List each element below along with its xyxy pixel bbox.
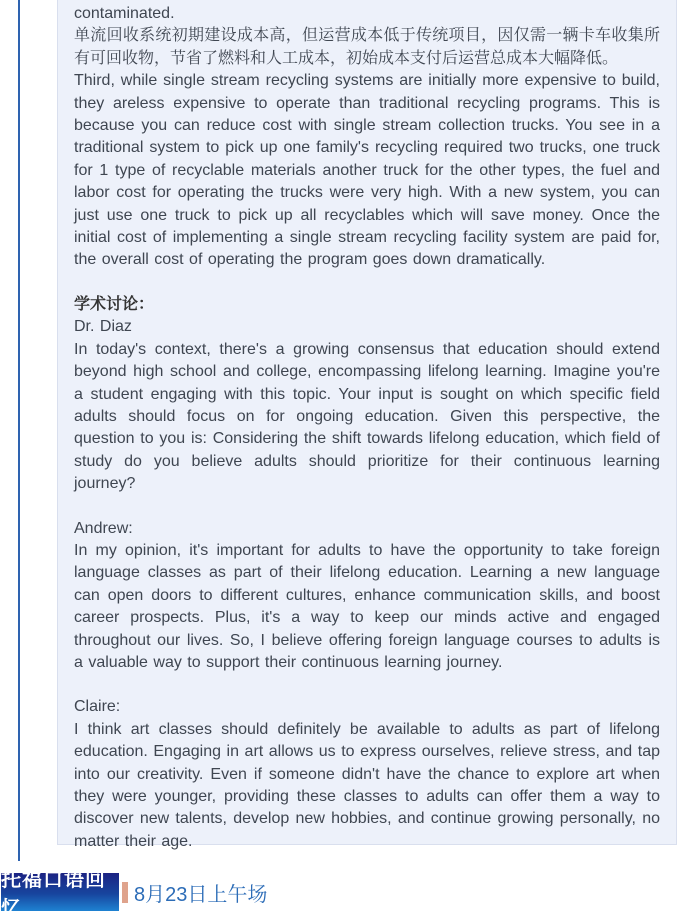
chinese-summary: 单流回收系统初期建设成本高，但运营成本低于传统项目，因仅需一辆卡车收集所有可回收物，节省了燃料和人工成本，初始成本支付后运营总成本大幅降低。	[74, 27, 660, 67]
professor-name: Dr. Diaz	[74, 318, 132, 336]
speaking-recall-badge: 托福口语回忆	[1, 873, 119, 911]
student-andrew-response: In my opinion, it's important for adults to have the opportunity to take foreign language classes as part of their lifelong education. Learning a new language can open doors to different cultures, enhance communication skills, and boost career prospects. Plus, it's a way to keep our minds active and engaged throughout our lives. So, I believe offering foreign language courses to adults is a valuable way to support their continuous learning journey.	[74, 541, 660, 671]
session-marker-bar	[122, 882, 128, 903]
lecture-point-three: Third, while single stream recycling systems are initially more expensive to build, they areless expensive to operate than traditional recycling programs. This is because you can reduce cost with single stream collection trucks. You see in a traditional system to pick up one family's recycling required two trucks, one truck for 1 type of recyclable materials another truck for the other types, the fuel and labor cost for operating the trucks were very high. With a new system, you can just use one truck to pick up all recyclables which will save money. Once the initial cost of implementing a single stream recycling facility system are paid for, the overall cost of operating the program goes down dramatically.	[74, 72, 660, 269]
academic-discussion-heading: 学术讨论：	[74, 295, 155, 313]
student-claire-response: I think art classes should definitely be available to adults as part of lifelong education. Engaging in art allows us to express ourselves, relieve stress, and tap into our creativity. Even if someone didn't have the chance to explore art when they were younger, providing these classes to adults can offer them a way to discover new talents, develop new hobbies, and continue growing personally, no matter their age.	[74, 720, 660, 850]
lecture-fragment: contaminated.	[74, 5, 175, 22]
student-andrew-name: Andrew:	[74, 519, 133, 537]
section-footer	[1, 869, 268, 918]
recall-content-card	[57, 0, 677, 850]
professor-question: In today's context, there's a growing consensus that education should extend beyond high school and college, encompassing lifelong learning. Imagine you're a student engaging with this topic. Your input is sought on which specific field adults should focus on for ongoing education. Given this perspective, the question to you is: Considering the shift towards lifelong education, which field of study do you believe adults should prioritize for their continuous learning journey?	[74, 340, 660, 493]
timeline-rule	[18, 0, 20, 861]
session-title: 8月23日上午场	[134, 883, 268, 906]
student-claire-name: Claire:	[74, 698, 121, 716]
